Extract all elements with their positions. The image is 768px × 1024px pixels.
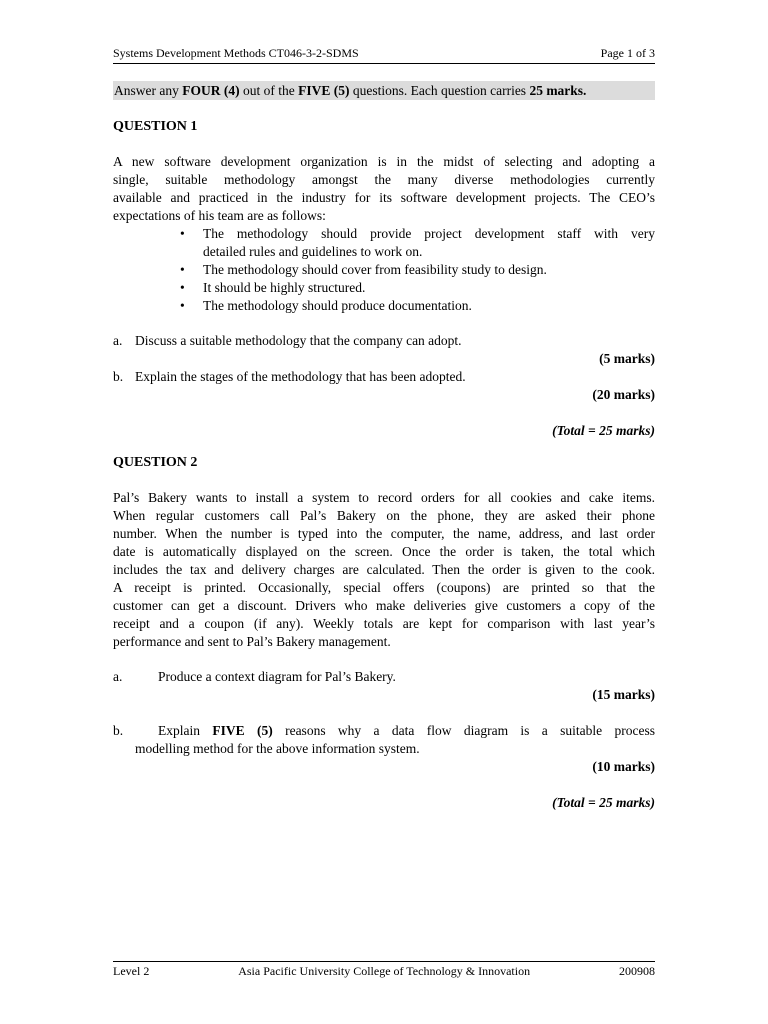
question-1-bullet-list <box>180 225 655 315</box>
question-2b-marks: (10 marks) <box>592 759 655 774</box>
paragraph-line: A new software development organization is in the midst of selecting and adopting a <box>113 154 655 169</box>
instructions-bold-count: FOUR (4) <box>182 83 240 98</box>
item-text: Explain the stages of the methodology that has been adopted. <box>135 369 466 384</box>
instructions-bold-marks: 25 marks. <box>529 83 587 98</box>
paragraph-line: single, suitable methodology amongst the many diverse methodologies currently <box>113 172 655 187</box>
bullet-line: detailed rules and guidelines to work on. <box>203 244 423 259</box>
bullet-icon: • <box>180 298 185 313</box>
list-item <box>180 225 655 261</box>
item-label: a. <box>113 333 123 348</box>
question-2-total: (Total = 25 marks) <box>552 795 655 810</box>
question-2a-marks: (15 marks) <box>592 687 655 702</box>
paragraph-line: Pal’s Bakery wants to install a system to record orders for all cookies and cake items. <box>113 490 655 505</box>
footer-institution: Asia Pacific University College of Technology & Innovation <box>238 964 531 978</box>
paragraph-line: available and practiced in the industry for its software development projects. The CEO’s <box>113 190 655 205</box>
paragraph-line: number. When the number is typed into the computer, the name, address, and last order <box>113 526 655 541</box>
bullet-line: The methodology should provide project development staff with very <box>203 226 655 241</box>
paragraph-line: receipt and a coupon (if any). Weekly totals are kept for comparison with last year’s <box>113 616 655 631</box>
instructions-text: out of the <box>239 83 299 98</box>
instructions-banner <box>113 81 655 100</box>
item-text-part: Explain <box>158 723 213 738</box>
question-1b-marks: (20 marks) <box>592 387 655 402</box>
item-label: b. <box>113 369 124 384</box>
item-text: Discuss a suitable methodology that the company can adopt. <box>135 333 462 348</box>
question-1-heading: QUESTION 1 <box>113 119 198 134</box>
item-text-bold: FIVE (5) <box>212 723 273 738</box>
instructions-text: questions. Each question carries <box>349 83 530 98</box>
question-2-heading: QUESTION 2 <box>113 455 198 470</box>
course-title: Systems Development Methods CT046-3-2-SDMS <box>113 46 359 60</box>
instructions-bold-total: FIVE (5) <box>298 83 350 98</box>
question-1-total: (Total = 25 marks) <box>552 423 655 438</box>
question-2-intro <box>113 489 655 651</box>
item-label: b. <box>113 723 124 738</box>
item-text-part: reasons why a data flow diagram is a suitable process <box>272 723 655 738</box>
paragraph-line: A receipt is printed. Occasionally, special offers (coupons) are printed so that the <box>113 580 655 595</box>
bullet-line: The methodology should cover from feasibility study to design. <box>203 262 547 277</box>
list-item <box>180 279 655 297</box>
item-label: a. <box>113 669 123 684</box>
footer-level: Level 2 <box>113 964 150 978</box>
bullet-icon: • <box>180 262 185 277</box>
bullet-icon: • <box>180 280 185 295</box>
bullet-icon: • <box>180 226 185 241</box>
bullet-line: The methodology should produce documentation. <box>203 298 472 313</box>
paragraph-line: expectations of his team are as follows: <box>113 208 326 223</box>
paragraph-line: customer can get a discount. Drivers who make deliveries give customers a copy of the <box>113 598 655 613</box>
footer-code: 200908 <box>619 964 655 978</box>
bullet-line: It should be highly structured. <box>203 280 366 295</box>
paragraph-line: performance and sent to Pal’s Bakery management. <box>113 634 391 649</box>
paragraph-line: includes the tax and delivery charges are calculated. Then the order is given to the cook. <box>113 562 655 577</box>
list-item <box>180 261 655 279</box>
instructions-text: Answer any <box>114 83 183 98</box>
paragraph-line: date is automatically displayed on the screen. Once the order is taken, the total which <box>113 544 655 559</box>
item-text <box>158 722 655 740</box>
item-text-line-2: modelling method for the above information system. <box>135 741 420 756</box>
question-1-intro <box>113 153 655 225</box>
question-1a-marks: (5 marks) <box>599 351 655 366</box>
item-text: Produce a context diagram for Pal’s Bakery. <box>158 669 396 684</box>
page-footer <box>113 961 655 978</box>
page-header <box>113 46 655 64</box>
paragraph-line: When regular customers call Pal’s Bakery on the phone, they are asked their phone <box>113 508 655 523</box>
list-item <box>180 297 655 315</box>
page-number: Page 1 of 3 <box>600 46 655 60</box>
